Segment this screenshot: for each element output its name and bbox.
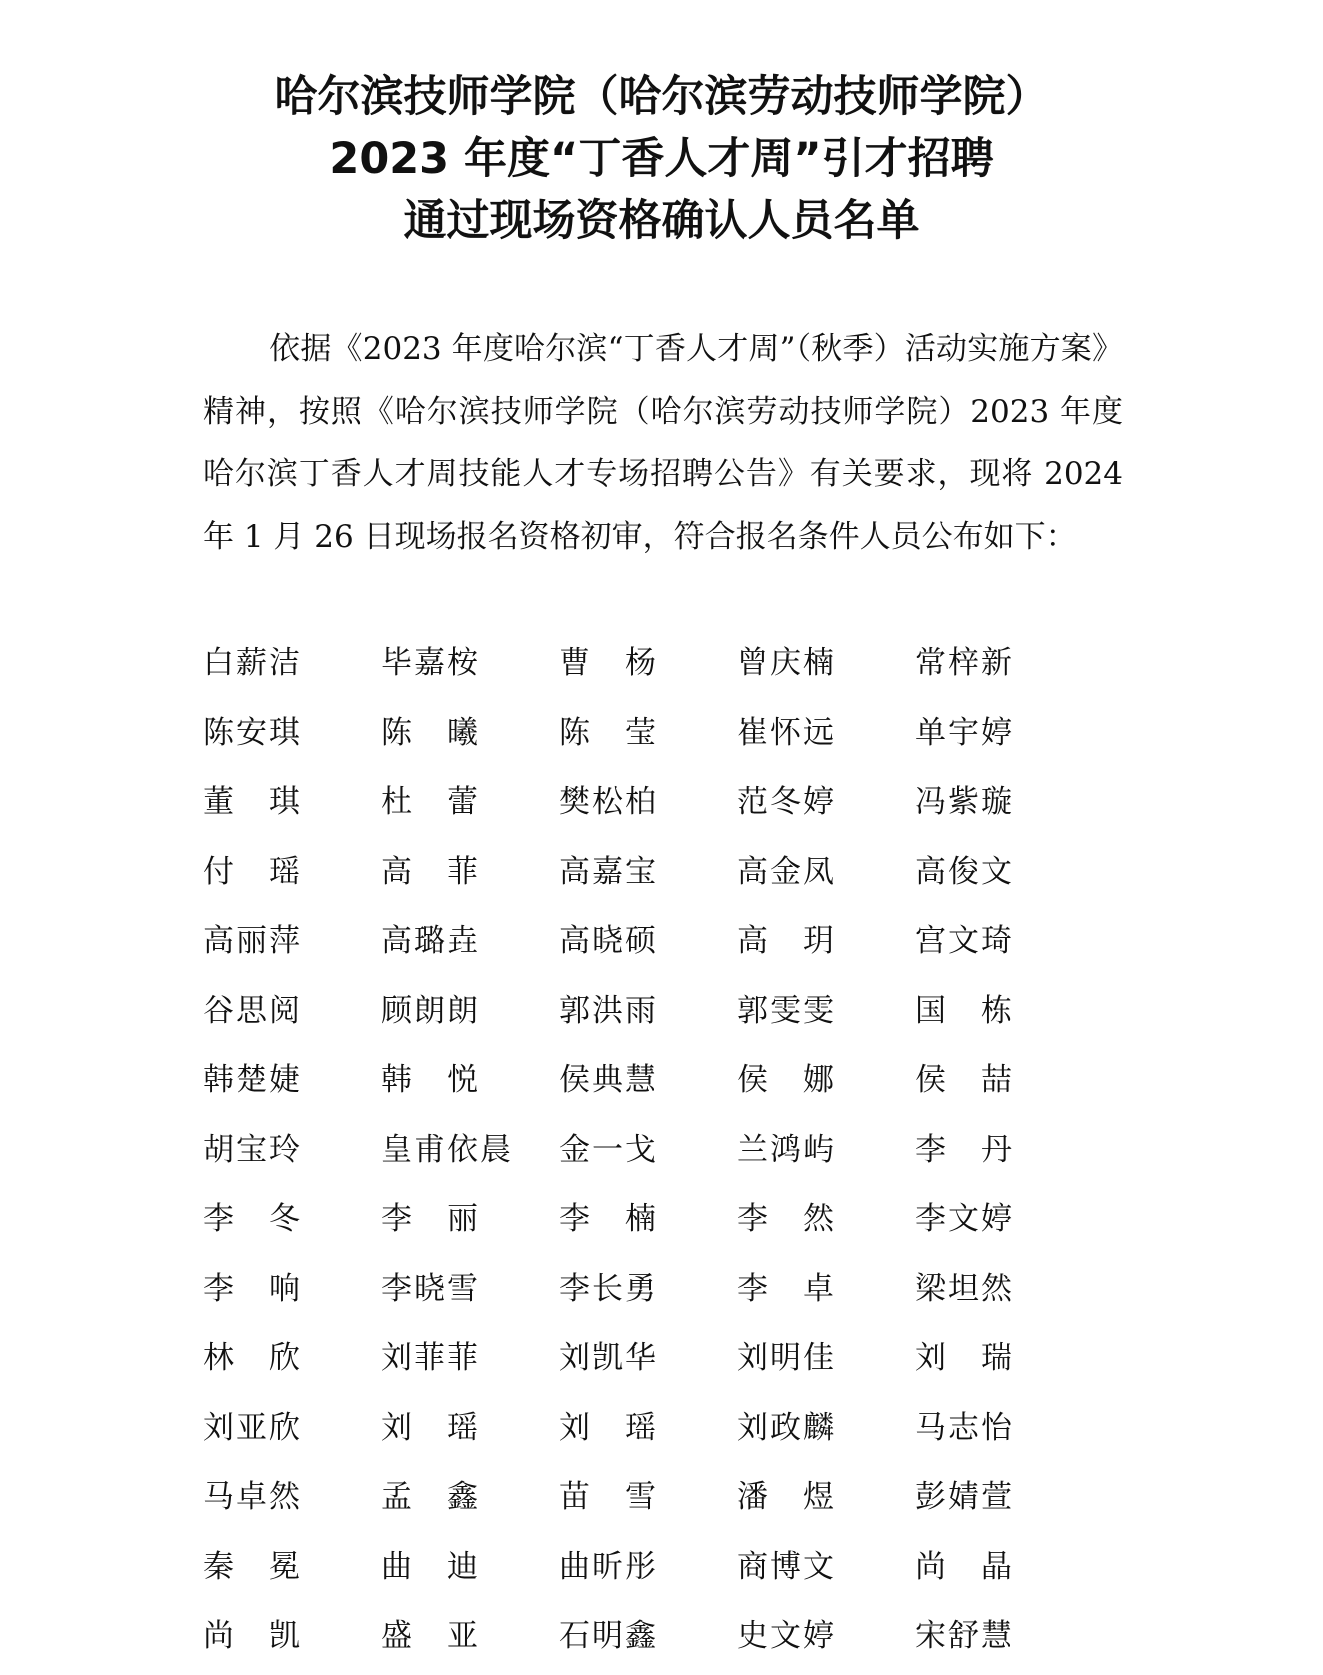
person-name: 李晓雪 [381, 1270, 480, 1307]
document-title [0, 66, 1323, 252]
person-name: 刘政麟 [737, 1409, 836, 1446]
person-name: 毕嘉桉 [381, 645, 480, 681]
person-name: 陈 莹 [559, 714, 658, 751]
person-name: 刘 瑶 [559, 1409, 658, 1446]
person-name: 高 玥 [737, 923, 836, 959]
name-row [203, 1049, 1123, 1119]
person-name: 马卓然 [203, 1479, 302, 1515]
person-name: 单宇婷 [915, 714, 1014, 751]
person-name: 李 丽 [381, 1201, 480, 1237]
person-name: 曲 迪 [381, 1548, 480, 1585]
intro-text: 依据《2023 年度哈尔滨“丁香人才周”（秋季）活动实施方案》精神，按照《哈尔滨技师学院（哈尔滨劳动技师学院）2023 年度哈尔滨丁香人才周技能人才专场招聘公告》有关要求，现将 2024 年 1 月 26 日现场报名资格初审，符合报名条件人员公布如下： [203, 331, 1123, 555]
person-name: 宋舒慧 [915, 1618, 1014, 1654]
person-name: 李文婷 [915, 1201, 1014, 1237]
person-name: 刘亚欣 [203, 1409, 302, 1446]
person-name: 秦 冕 [203, 1548, 302, 1585]
person-name: 白薪洁 [203, 645, 302, 681]
name-row [203, 910, 1123, 980]
person-name: 孟 鑫 [381, 1479, 480, 1515]
name-row [203, 1466, 1123, 1536]
person-name: 付 瑶 [203, 853, 302, 890]
name-row [203, 632, 1123, 702]
name-row [203, 1397, 1123, 1467]
name-list [203, 632, 1123, 1675]
person-name: 彭婧萱 [915, 1479, 1014, 1515]
person-name: 石明鑫 [559, 1618, 658, 1654]
person-name: 刘 瑶 [381, 1409, 480, 1446]
person-name: 李 然 [737, 1201, 836, 1237]
person-name: 史文婷 [737, 1618, 836, 1654]
name-row [203, 1605, 1123, 1675]
person-name: 宫文琦 [915, 923, 1014, 959]
person-name: 侯 喆 [915, 1062, 1014, 1098]
person-name: 高俊文 [915, 853, 1014, 890]
person-name: 商博文 [737, 1548, 836, 1585]
person-name: 李 卓 [737, 1270, 836, 1307]
person-name: 刘菲菲 [381, 1340, 480, 1376]
person-name: 高晓硕 [559, 923, 658, 959]
person-name: 胡宝玲 [203, 1131, 302, 1168]
person-name: 高嘉宝 [559, 853, 658, 890]
person-name: 梁坦然 [915, 1270, 1014, 1307]
name-row [203, 702, 1123, 772]
person-name: 杜 蕾 [381, 784, 480, 820]
person-name: 韩 悦 [381, 1062, 480, 1098]
person-name: 陈 曦 [381, 714, 480, 751]
person-name: 尚 凯 [203, 1618, 302, 1654]
name-row [203, 1536, 1123, 1606]
title-line-1: 哈尔滨技师学院（哈尔滨劳动技师学院） [274, 72, 1049, 122]
person-name: 郭洪雨 [559, 992, 658, 1029]
person-name: 陈安琪 [203, 714, 302, 751]
person-name: 崔怀远 [737, 714, 836, 751]
person-name: 尚 晶 [915, 1548, 1014, 1585]
person-name: 林 欣 [203, 1340, 302, 1376]
person-name: 盛 亚 [381, 1618, 480, 1654]
person-name: 范冬婷 [737, 784, 836, 820]
person-name: 潘 煜 [737, 1479, 836, 1515]
person-name: 李长勇 [559, 1270, 658, 1307]
person-name: 高金凤 [737, 853, 836, 890]
person-name: 樊松柏 [559, 784, 658, 820]
person-name: 董 琪 [203, 784, 302, 820]
person-name: 谷思阅 [203, 992, 302, 1029]
person-name: 韩楚婕 [203, 1062, 302, 1098]
person-name: 侯 娜 [737, 1062, 836, 1098]
person-name: 李 响 [203, 1270, 302, 1307]
person-name: 侯典慧 [559, 1062, 658, 1098]
person-name: 金一戈 [559, 1131, 658, 1168]
intro-paragraph [203, 318, 1123, 568]
person-name: 曾庆楠 [737, 645, 836, 681]
person-name: 兰鸿屿 [737, 1131, 836, 1168]
person-name: 刘凯华 [559, 1340, 658, 1376]
title-line-3: 通过现场资格确认人员名单 [403, 196, 920, 246]
name-row [203, 1258, 1123, 1328]
person-name: 高丽萍 [203, 923, 302, 959]
person-name: 高 菲 [381, 853, 480, 890]
name-row [203, 1188, 1123, 1258]
name-row [203, 1327, 1123, 1397]
person-name: 郭雯雯 [737, 992, 836, 1029]
person-name: 曲昕彤 [559, 1548, 658, 1585]
person-name: 常梓新 [915, 645, 1014, 681]
name-row [203, 841, 1123, 911]
person-name: 冯紫璇 [915, 784, 1014, 820]
name-row [203, 980, 1123, 1050]
person-name: 刘 瑞 [915, 1340, 1014, 1376]
person-name: 曹 杨 [559, 645, 658, 681]
person-name: 高璐垚 [381, 923, 480, 959]
person-name: 国 栋 [915, 992, 1014, 1029]
person-name: 李 丹 [915, 1131, 1014, 1168]
name-row [203, 1119, 1123, 1189]
person-name: 李 楠 [559, 1201, 658, 1237]
person-name: 顾朗朗 [381, 992, 480, 1029]
person-name: 马志怡 [915, 1409, 1014, 1446]
name-row [203, 771, 1123, 841]
title-line-2: 2023 年度“丁香人才周”引才招聘 [329, 134, 994, 184]
person-name: 苗 雪 [559, 1479, 658, 1515]
person-name: 李 冬 [203, 1201, 302, 1237]
person-name: 皇甫依晨 [381, 1131, 513, 1168]
person-name: 刘明佳 [737, 1340, 836, 1376]
